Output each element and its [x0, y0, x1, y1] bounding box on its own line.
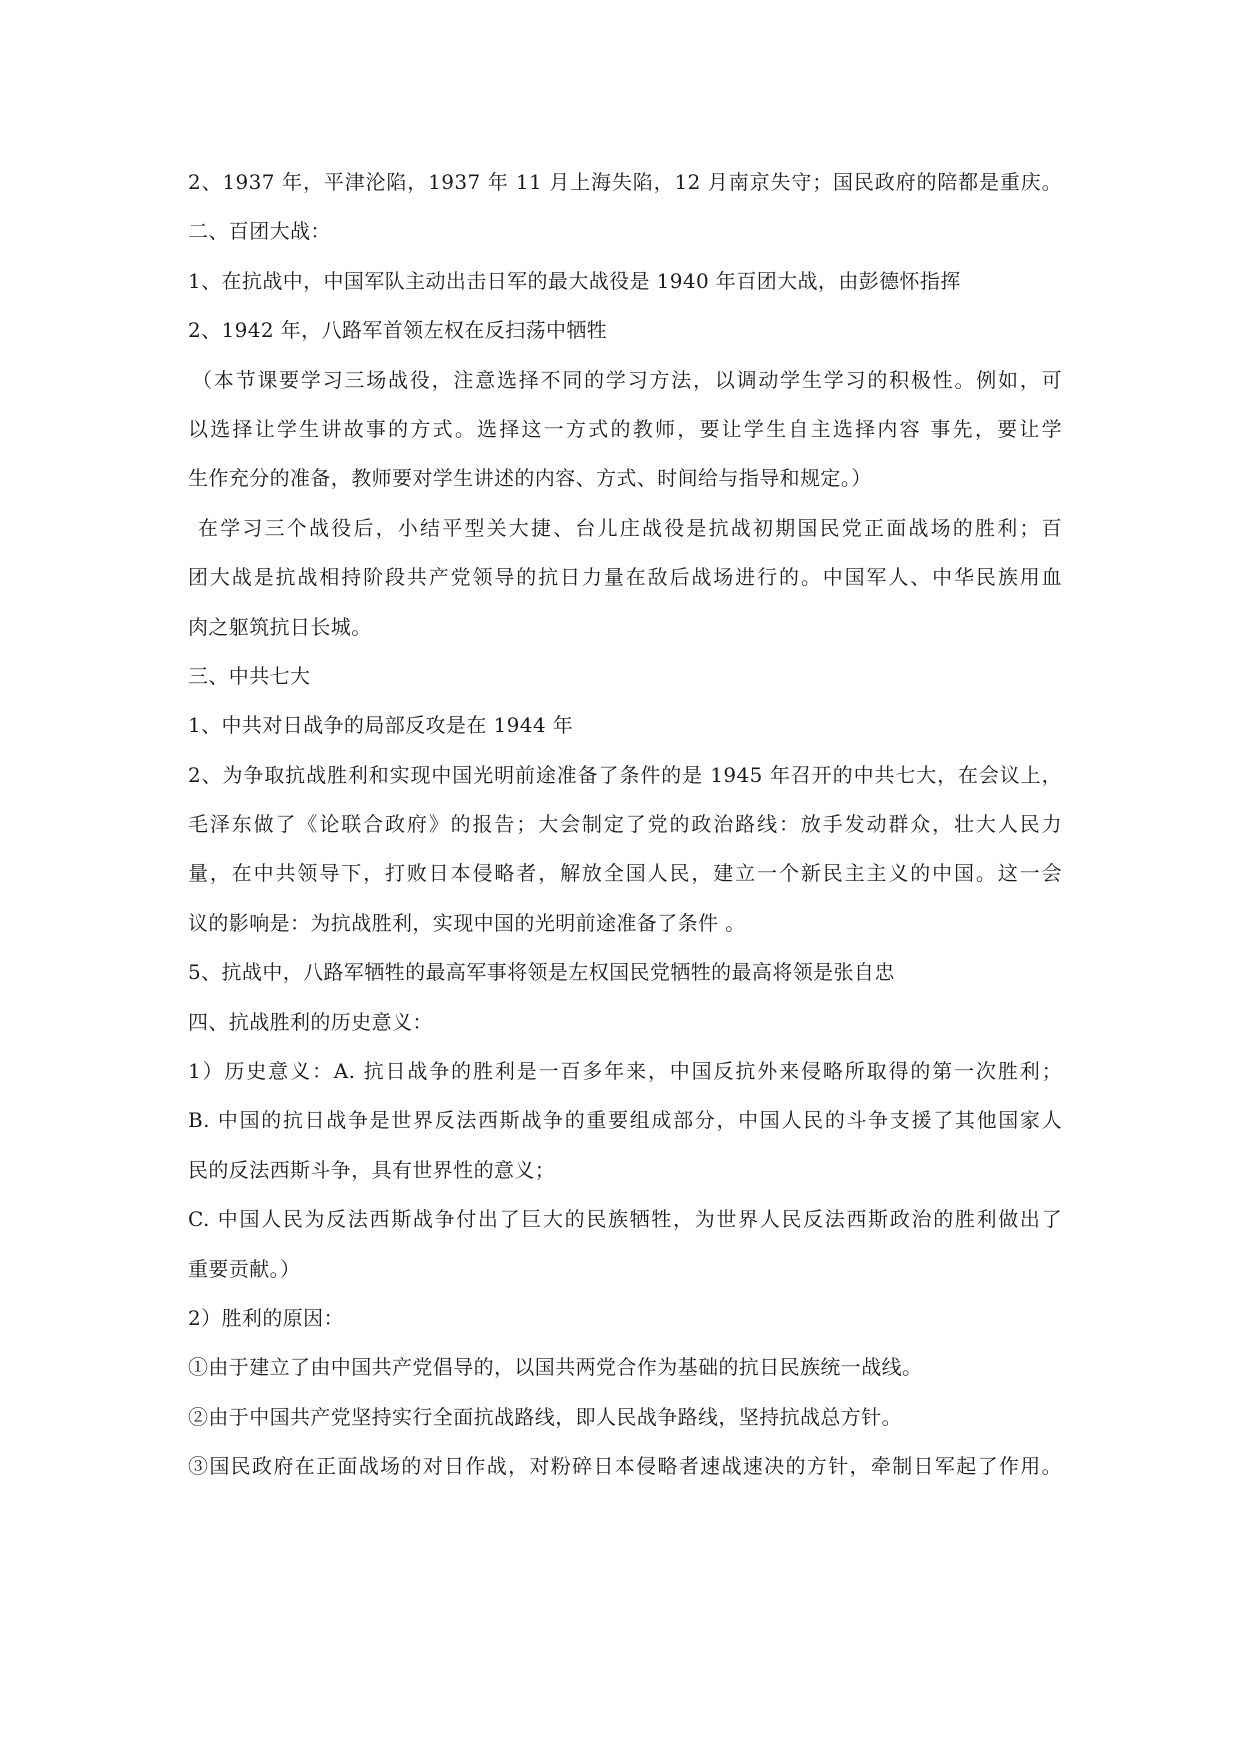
paragraph-line: 议的影响是：为抗战胜利，实现中国的光明前途准备了条件 。	[188, 910, 746, 935]
paragraph-line: 1、中共对日战争的局部反攻是在 1944 年	[188, 713, 574, 738]
paragraph-line: 以选择让学生讲故事的方式。选择这一方式的教师，要让学生自主选择内容 事先，要让学	[188, 416, 1062, 441]
paragraph-line: 生作充分的准备，教师要对学生讲述的内容、方式、时间给与指导和规定。）	[188, 466, 872, 491]
paragraph-line: 量，在中共领导下，打败日本侵略者，解放全国人民，建立一个新民主主义的中国。这一会	[188, 861, 1062, 886]
section-heading: 二、百团大战：	[188, 219, 331, 244]
paragraph-line: 毛泽东做了《论联合政府》的报告；大会制定了党的政治路线：放手发动群众，壮大人民力	[188, 812, 1062, 837]
paragraph-line: 2、为争取抗战胜利和实现中国光明前途准备了条件的是 1945 年召开的中共七大，在会议上，	[188, 762, 1062, 787]
list-item: ②由于中国共产党坚持实行全面抗战路线，即人民战争路线，坚持抗战总方针。	[188, 1404, 902, 1429]
paragraph-line: 1）历史意义：A. 抗日战争的胜利是一百多年来，中国反抗外来侵略所取得的第一次胜利；	[188, 1059, 1062, 1084]
paragraph-line: 1、在抗战中，中国军队主动出击日军的最大战役是 1940 年百团大战，由彭德怀指挥	[188, 268, 961, 293]
paragraph-line: 民的反法西斯斗争，具有世界性的意义；	[188, 1157, 556, 1182]
paragraph-line: 团大战是抗战相持阶段共产党领导的抗日力量在敌后战场进行的。中国军人、中华民族用血	[188, 565, 1062, 590]
paragraph-line: 2、1937 年，平津沦陷，1937 年 11 月上海失陷，12 月南京失守；国民政府的陪都是重庆。	[188, 170, 1062, 194]
paragraph-line: 重要贡献。）	[188, 1256, 301, 1281]
list-item: ③国民政府在正面战场的对日作战，对粉碎日本侵略者速战速决的方针，牵制日军起了作用。	[188, 1454, 1062, 1479]
paragraph-line: C. 中国人民为反法西斯战争付出了巨大的民族牺牲，为世界人民反法西斯政治的胜利做出了	[188, 1207, 1062, 1232]
paragraph-line: 在学习三个战役后，小结平型关大捷、台儿庄战役是抗战初期国民党正面战场的胜利；百	[198, 515, 1062, 540]
paragraph-line: 2、1942 年，八路军首领左权在反扫荡中牺牲	[188, 318, 608, 343]
list-item: ①由于建立了由中国共产党倡导的，以国共两党合作为基础的抗日民族统一战线。	[188, 1355, 923, 1380]
paragraph-line: （本节课要学习三场战役，注意选择不同的学习方法，以调动学生学习的积极性。例如，可	[192, 367, 1062, 392]
paragraph-line: 肉之躯筑抗日长城。	[188, 614, 372, 639]
document-body	[188, 158, 1062, 1492]
paragraph-line: 5、抗战中，八路军牺牲的最高军事将领是左权国民党牺牲的最高将领是张自忠	[188, 960, 895, 985]
section-heading: 四、抗战胜利的历史意义：	[188, 1009, 433, 1034]
section-heading: 三、中共七大	[188, 663, 311, 688]
paragraph-line: B. 中国的抗日战争是世界反法西斯战争的重要组成部分，中国人民的斗争支援了其他国家人	[188, 1108, 1062, 1133]
paragraph-line: 2）胜利的原因：	[188, 1305, 344, 1330]
